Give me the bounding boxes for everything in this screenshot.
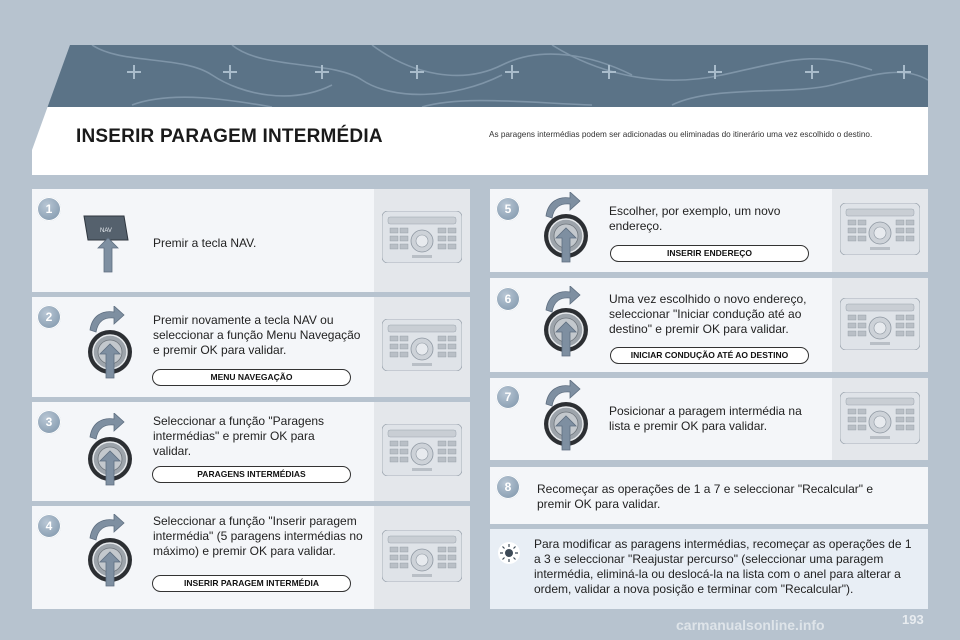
- radio-unit-image: [840, 298, 920, 350]
- radio-unit-image: [382, 530, 462, 582]
- topo-pattern: [32, 45, 928, 115]
- knob-press-illustration: [540, 286, 600, 368]
- radio-unit-image: [840, 392, 920, 444]
- step-5-badge: 5: [496, 197, 520, 221]
- watermark: carmanualsonline.info: [676, 617, 825, 633]
- step-7-text: Posicionar a paragem intermédia na lista e premir OK para validar.: [609, 404, 802, 433]
- step-8-badge: 8: [496, 475, 520, 499]
- radio-unit-image: [840, 203, 920, 255]
- step-2-text: Premir novamente a tecla NAV ou seleccionar a função Menu Navegação e premir OK para validar.: [153, 313, 361, 357]
- step-1-text: Premir a tecla NAV.: [153, 236, 257, 250]
- radio-unit-image: [382, 211, 462, 263]
- knob-press-illustration: [84, 413, 144, 499]
- radio-unit-image: [382, 319, 462, 371]
- lightbulb-icon: [497, 541, 521, 565]
- intro-text: As paragens intermédias podem ser adicionadas ou eliminadas do itinerário uma vez escolhido o destino.: [489, 130, 873, 139]
- page-number: 193: [902, 612, 924, 627]
- step-7-photo: [832, 378, 928, 460]
- step-6-text: Uma vez escolhido o novo endereço, seleccionar "Iniciar condução até ao destino" e premir OK para validar.: [609, 292, 807, 336]
- nav-key-label: NAV: [100, 228, 112, 234]
- step-3-badge: 3: [37, 410, 61, 434]
- banner-corner: [32, 45, 70, 150]
- step-5-photo: [832, 189, 928, 272]
- knob-press-illustration: [540, 380, 600, 460]
- step-2-badge: 2: [37, 305, 61, 329]
- step-4-text: Seleccionar a função "Inserir paragem intermédia" (5 paragens intermédias no máximo) e premir OK para validar.: [153, 514, 363, 558]
- step-3-text: Seleccionar a função "Paragens intermédias" e premir OK para validar.: [153, 414, 325, 458]
- step-2-photo: [374, 297, 470, 397]
- knob-press-illustration: [84, 514, 144, 600]
- tip-text: Para modificar as paragens intermédias, recomeçar as operações de 1 a 3 e seleccionar "Reajustar percurso" (seleccionar uma paragem intermédia, eliminá-la ou deslocá-la na lista com o anel para alterar a ordem, validar a nova posição e terminar com "Recalcular").: [534, 537, 912, 596]
- step-4-badge: 4: [37, 514, 61, 538]
- step-4-pill: INSERIR PARAGEM INTERMÉDIA: [152, 575, 351, 592]
- step-6-badge: 6: [496, 287, 520, 311]
- plus-marks: [127, 65, 911, 79]
- step-6-pill: INICIAR CONDUÇÃO ATÉ AO DESTINO: [610, 347, 809, 364]
- step-1-photo: [374, 189, 470, 292]
- step-7-badge: 7: [496, 385, 520, 409]
- step-2-pill: MENU NAVEGAÇÃO: [152, 369, 351, 386]
- page-title: INSERIR PARAGEM INTERMÉDIA: [76, 126, 383, 147]
- step-3-photo: [374, 402, 470, 501]
- header-banner: [32, 45, 928, 175]
- step-6-photo: [832, 278, 928, 372]
- step-4-photo: [374, 506, 470, 609]
- knob-press-illustration: [540, 192, 600, 272]
- radio-unit-image: [382, 424, 462, 476]
- step-1-badge: 1: [37, 197, 61, 221]
- step-5-text: Escolher, por exemplo, um novo endereço.: [609, 204, 781, 233]
- step-5-pill: INSERIR ENDEREÇO: [610, 245, 809, 262]
- nav-key-illustration: [80, 212, 132, 276]
- step-3-pill: PARAGENS INTERMÉDIAS: [152, 466, 351, 483]
- knob-press-illustration: [84, 306, 144, 392]
- step-8-text: Recomeçar as operações de 1 a 7 e seleccionar "Recalcular" e premir OK para validar.: [537, 482, 874, 511]
